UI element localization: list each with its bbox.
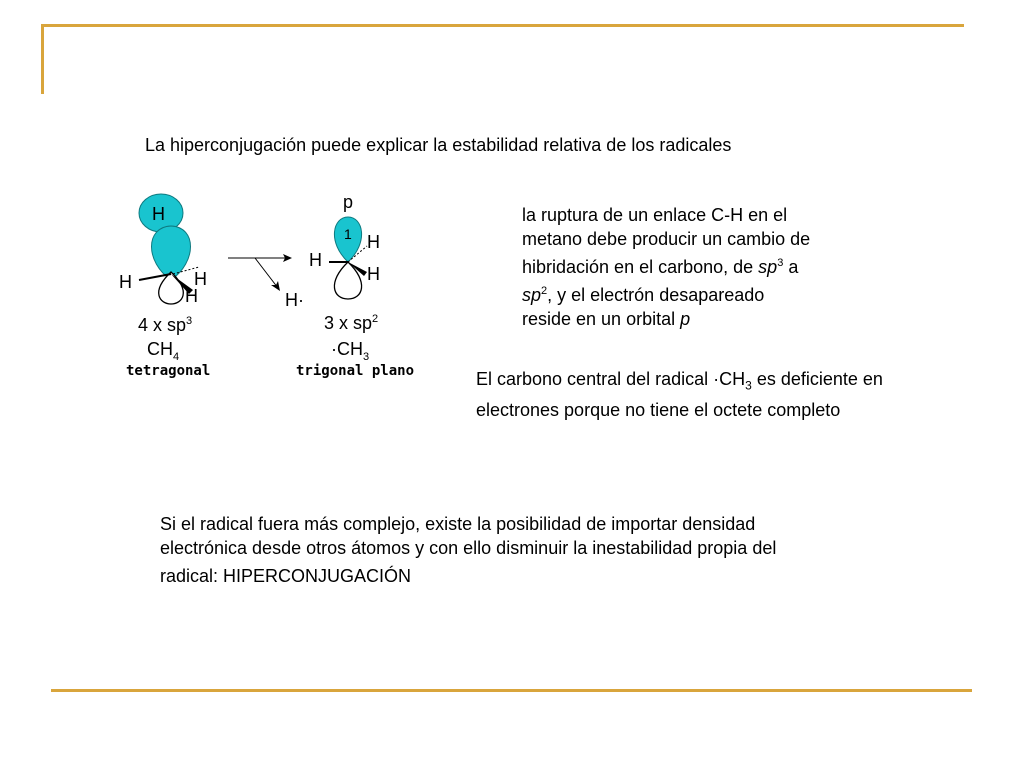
h-right-label: H (194, 269, 207, 289)
trigonal-plano-label: trigonal plano (296, 363, 415, 379)
paragraph1-line1: la ruptura de un enlace C-H en el (522, 205, 788, 225)
top-horizontal-rule (41, 24, 964, 27)
paragraph1-line3: hibridación en el carbono, de $sp^3$ a (522, 257, 799, 277)
reaction-arrows (228, 254, 292, 291)
hybridization-diagram (105, 182, 425, 392)
h-upper-right-label: H (367, 232, 380, 252)
hyperconjugation-paragraph (160, 512, 776, 588)
tetragonal-label: tetragonal (126, 363, 211, 379)
slide-heading: La hiperconjugación puede explicar la estabilidad relativa de los radicales (145, 135, 732, 155)
paragraph1-line4: $sp^2$, y el electrón desapareado (522, 285, 765, 305)
p-orbital-label: p (343, 192, 354, 212)
paragraph3-line3: radical: HIPERCONJUGACIÓN (160, 566, 412, 586)
top-left-vertical-rule (41, 24, 44, 94)
h-radical-label: H· (285, 290, 304, 310)
methyl-radical (296, 192, 414, 379)
paragraph2-line2: electrones porque no tiene el octete completo (476, 399, 841, 420)
ch4-formula: $CH_4$ (147, 339, 180, 363)
methane-molecule (119, 194, 210, 379)
bottom-horizontal-rule (51, 689, 972, 692)
paragraph1-line2: metano debe producir un cambio de (522, 229, 811, 249)
h-bottom-label: H (185, 286, 198, 306)
sp3-hybrid-label: 4 x $sp^3$ (138, 315, 193, 335)
hybridization-paragraph (522, 203, 810, 331)
paragraph2-line1: El carbono central del radical $\cdot CH_3$ es deficiente en (476, 369, 883, 393)
h-left-label: H (119, 272, 132, 292)
h-left-label-ch3: H (309, 250, 322, 270)
ch3-formula: $\cdot CH_3$ (331, 339, 370, 363)
sp2-hybrid-label: 3 x $sp^2$ (324, 313, 379, 333)
electron-deficiency-paragraph (476, 367, 883, 422)
sp3-lobe-small (159, 272, 184, 304)
h-lower-right-label: H (367, 264, 380, 284)
paragraph3-line1: Si el radical fuera más complejo, existe la posibilidad de importar densidad (160, 514, 756, 534)
h-top-label: H (152, 204, 165, 224)
electron-label: 1 (344, 226, 352, 242)
paragraph1-line5: reside en un orbital p (522, 309, 691, 329)
paragraph3-line2: electrónica desde otros átomos y con ello disminuir la inestabilidad propia del (160, 538, 777, 558)
